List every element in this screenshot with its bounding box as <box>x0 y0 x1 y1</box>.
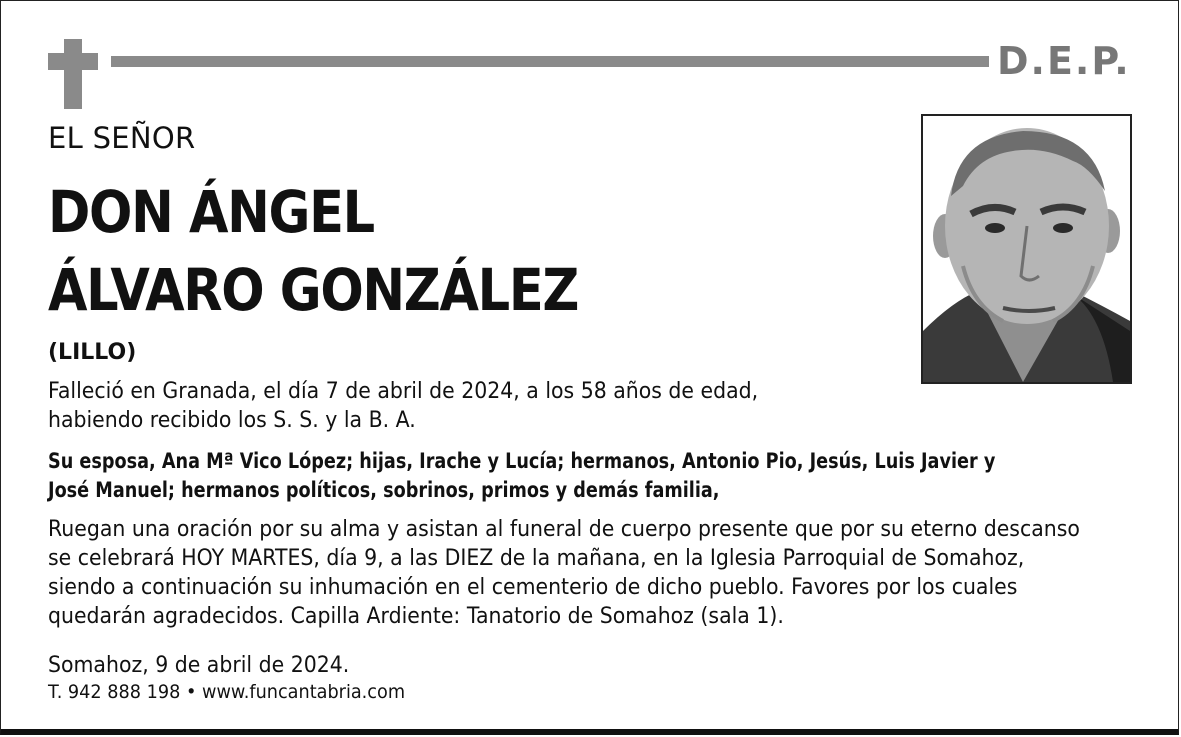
cross-icon-horizontal <box>48 53 98 70</box>
cross-icon-vertical <box>64 39 82 109</box>
family-list <box>48 447 995 505</box>
death-notice-line: Falleció en Granada, el día 7 de abril de 2024, a los 58 años de edad, <box>48 379 759 404</box>
name-line-2: ÁLVARO GONZÁLEZ <box>48 256 579 324</box>
ceremony-details <box>48 515 1080 631</box>
header-rule <box>111 56 989 67</box>
nickname: (LILLO) <box>48 340 137 365</box>
ceremony-line: siendo a continuación su inhumación en el cementerio de dicho pueblo. Favores por los cuales <box>48 575 1018 600</box>
portrait-photo <box>921 114 1132 384</box>
death-notice-line: habiendo recibido los S. S. y la B. A. <box>48 408 416 433</box>
family-line: Su esposa, Ana Mª Vico López; hijas, Irache y Lucía; hermanos, Antonio Pio, Jesús, Luis Javier y <box>48 449 996 473</box>
portrait-image <box>923 116 1130 382</box>
ceremony-line: se celebrará HOY MARTES, día 9, a las DIEZ de la mañana, en la Iglesia Parroquial de Somahoz, <box>48 546 1025 571</box>
name-line-1: DON ÁNGEL <box>48 178 374 246</box>
death-notice <box>48 377 758 435</box>
dep-label: D.E.P. <box>997 39 1131 83</box>
deceased-name <box>48 173 578 329</box>
honorific: EL SEÑOR <box>48 121 196 155</box>
contact-info: T. 942 888 198 • www.funcantabria.com <box>48 681 406 703</box>
ceremony-line: quedarán agradecidos. Capilla Ardiente: Tanatorio de Somahoz (sala 1). <box>48 604 784 629</box>
place-date: Somahoz, 9 de abril de 2024. <box>48 653 350 678</box>
ceremony-line: Ruegan una oración por su alma y asistan al funeral de cuerpo presente que por su eterno descanso <box>48 517 1080 542</box>
family-line: José Manuel; hermanos políticos, sobrinos, primos y demás familia, <box>48 478 720 502</box>
